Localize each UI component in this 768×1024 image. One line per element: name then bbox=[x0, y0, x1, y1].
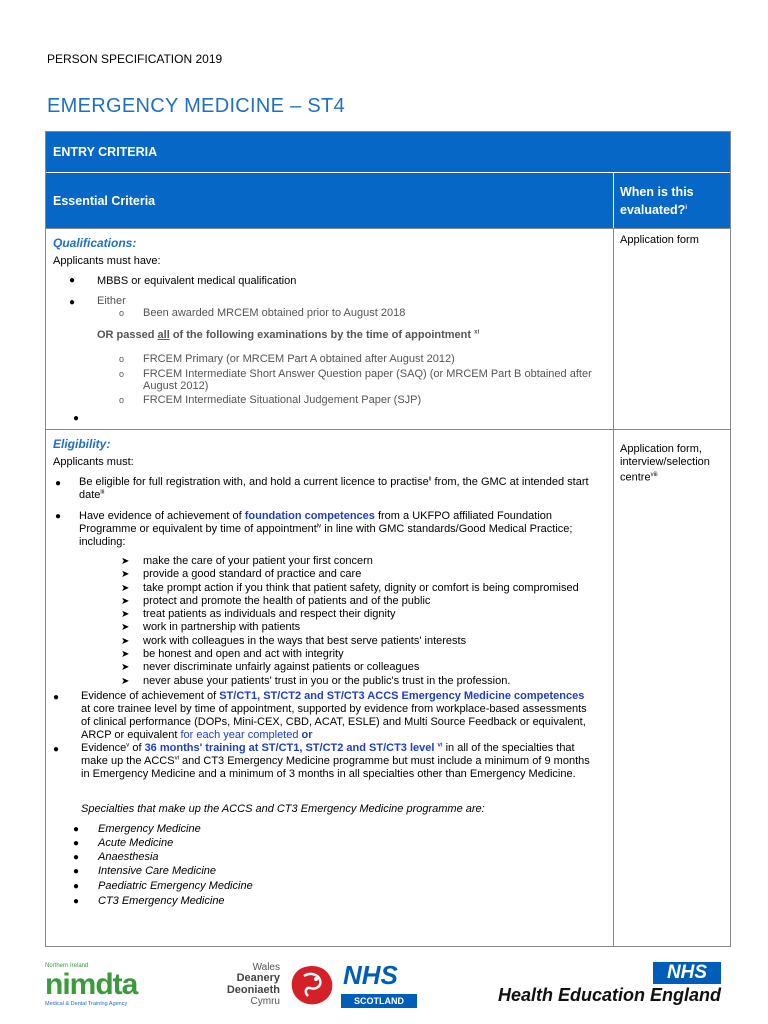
mrcem-option: Been awarded MRCEM obtained prior to August 2018 bbox=[143, 307, 406, 319]
or-text: OR passed bbox=[97, 329, 158, 341]
arcp-blue: for each year completed bbox=[180, 729, 302, 741]
bullet-icon: ● bbox=[53, 744, 60, 755]
or-sup: xi bbox=[474, 329, 480, 336]
bullet-icon: ● bbox=[55, 511, 62, 522]
tm-highlight: 36 months' training at ST/CT1, ST/CT2 and ST/CT3 level bbox=[144, 742, 438, 754]
when-line2: interview/selection bbox=[620, 456, 710, 468]
arrow-bullet-icon: ➤ bbox=[121, 583, 130, 594]
eligibility-criteria bbox=[46, 430, 614, 946]
specialty-item: Paediatric Emergency Medicine bbox=[98, 880, 253, 892]
when-header-line2: evaluated? bbox=[620, 203, 686, 218]
column-headers bbox=[46, 173, 730, 228]
gmp-item: be honest and open and act with integrity bbox=[143, 648, 344, 660]
gmp-item: work with colleagues in the ways that best serve patients' interests bbox=[143, 635, 467, 647]
page-title: EMERGENCY MEDICINE – ST4 bbox=[47, 95, 346, 117]
specialty-item: Intensive Care Medicine bbox=[98, 865, 217, 877]
wales-deanery-logo bbox=[185, 962, 280, 1008]
circle-bullet-icon: o bbox=[119, 395, 125, 405]
bullet-icon: ● bbox=[69, 297, 76, 308]
fc-highlight: foundation competences bbox=[244, 510, 375, 522]
fc-sup: iv bbox=[316, 523, 322, 530]
arrow-bullet-icon: ➤ bbox=[121, 556, 130, 567]
arcp-text: ARCP or equivalent bbox=[81, 729, 181, 741]
registration-requirement-cont bbox=[79, 489, 104, 501]
bullet-icon: ● bbox=[55, 478, 62, 489]
gmp-item: make the care of your patient your first concern bbox=[143, 555, 373, 567]
nimdta-subtext: Medical & Dental Training Agency bbox=[45, 1001, 128, 1007]
fc-text-a: Have evidence of achievement of bbox=[79, 510, 245, 522]
entry-criteria-header: ENTRY CRITERIA bbox=[46, 132, 730, 173]
wales-line2: Deanery bbox=[236, 972, 280, 984]
tm-text-c: in all of the specialties that bbox=[442, 742, 575, 754]
when-line1: Application form, bbox=[620, 443, 702, 455]
gmp-item: never discriminate unfairly against patients or colleagues bbox=[143, 661, 420, 673]
arrow-bullet-icon: ➤ bbox=[121, 636, 130, 647]
bullet-icon: ● bbox=[73, 881, 80, 892]
foundation-including: including: bbox=[79, 536, 126, 548]
gmp-item: protect and promote the health of patients and of the public bbox=[143, 595, 431, 607]
reg-sup1: ii bbox=[428, 476, 432, 483]
footer-logos bbox=[45, 960, 725, 1010]
or-passed-label bbox=[97, 329, 479, 341]
training-months-line2 bbox=[81, 755, 590, 767]
accs-competences bbox=[81, 690, 584, 702]
essential-criteria-header: Essential Criteria bbox=[46, 173, 614, 228]
welsh-dragon-icon bbox=[288, 964, 336, 1008]
gmp-item: provide a good standard of practice and care bbox=[143, 568, 362, 580]
hee-wordmark: Health Education England bbox=[497, 985, 721, 1005]
qualifications-when: Application form bbox=[620, 234, 699, 246]
fc-l2-a: Programme or equivalent by time of appointment bbox=[79, 523, 317, 535]
qualifications-criteria bbox=[46, 229, 614, 429]
qualification-item: MBBS or equivalent medical qualification bbox=[97, 275, 297, 287]
bullet-icon: ● bbox=[73, 896, 80, 907]
gmp-item: take prompt action if you think that patient safety, dignity or comfort is being compromised bbox=[143, 582, 579, 594]
bullet-icon: ● bbox=[69, 275, 76, 286]
registration-requirement bbox=[79, 476, 589, 488]
gmp-item: work in partnership with patients bbox=[143, 621, 301, 633]
when-evaluated-header bbox=[614, 173, 730, 228]
nhs-scotland-wordmark: NHS bbox=[343, 960, 398, 990]
when-sup: viii bbox=[650, 472, 658, 478]
eligibility-when bbox=[614, 430, 730, 946]
bullet-icon: ● bbox=[73, 838, 80, 849]
accs-line4 bbox=[81, 729, 313, 741]
training-months bbox=[81, 742, 575, 754]
arrow-bullet-icon: ➤ bbox=[121, 662, 130, 673]
reg-date: date bbox=[79, 489, 101, 501]
reg-text-b: from, the GMC at intended start bbox=[431, 476, 589, 488]
nhs-scotland-logo bbox=[341, 960, 417, 1010]
eligibility-title: Eligibility: bbox=[53, 437, 111, 451]
tm-sup3: vi bbox=[174, 755, 179, 762]
nimdta-top-text: Northern Ireland bbox=[45, 963, 89, 969]
nimdta-logo bbox=[45, 960, 165, 1010]
accs-line2: at core trainee level by time of appointment, supported by evidence from workplace-based assessments bbox=[81, 703, 587, 715]
accs-text-a: Evidence of achievement of bbox=[81, 690, 220, 702]
accs-line3: of clinical performance (DOPs, Mini-CEX, CBD, ACAT, ESLE) and Multi Source Feedback or equivalent, bbox=[81, 716, 586, 728]
exam-item: FRCEM Primary (or MRCEM Part A obtained after August 2012) bbox=[143, 353, 455, 365]
gmp-item: treat patients as individuals and respect their dignity bbox=[143, 608, 396, 620]
bullet-icon: ● bbox=[73, 866, 80, 877]
gmp-item: never abuse your patients' trust in you or the public's trust in the profession. bbox=[143, 675, 511, 687]
fc-l2-b: in line with GMC standards/Good Medical Practice; bbox=[321, 523, 573, 535]
specialty-item: CT3 Emergency Medicine bbox=[98, 895, 225, 907]
specialty-item: Acute Medicine bbox=[98, 837, 174, 849]
exam-item: FRCEM Intermediate Situational Judgement Paper (SJP) bbox=[143, 394, 422, 406]
tm-l2-b: and CT3 Emergency Medicine programme but must include a minimum of 9 months bbox=[178, 755, 590, 767]
eligibility-row bbox=[46, 429, 730, 946]
criteria-table bbox=[45, 131, 731, 947]
arcp-or: or bbox=[301, 729, 313, 741]
circle-bullet-icon: o bbox=[119, 354, 125, 364]
specialty-item: Emergency Medicine bbox=[98, 823, 201, 835]
tm-l2-a: make up the ACCS bbox=[81, 755, 175, 767]
hee-logo bbox=[425, 960, 725, 1010]
qualifications-title: Qualifications: bbox=[53, 236, 137, 250]
reg-sup2: iii bbox=[100, 489, 105, 496]
exam-item-cont: August 2012) bbox=[143, 380, 209, 392]
tm-of: of bbox=[129, 742, 145, 754]
bullet-icon: ● bbox=[73, 824, 80, 835]
arrow-bullet-icon: ➤ bbox=[121, 596, 130, 607]
when-header-sup: i bbox=[685, 205, 687, 211]
arrow-bullet-icon: ➤ bbox=[121, 622, 130, 633]
tm-text-a: Evidence bbox=[81, 742, 127, 754]
qualifications-intro: Applicants must have: bbox=[53, 255, 161, 267]
when-line3: centre bbox=[620, 471, 651, 484]
reg-text-a: Be eligible for full registration with, and hold a current licence to practise bbox=[79, 476, 429, 488]
bullet-icon: ● bbox=[53, 692, 60, 703]
circle-bullet-icon: o bbox=[119, 369, 125, 379]
tm-sup1: v bbox=[126, 742, 130, 749]
arrow-bullet-icon: ➤ bbox=[121, 676, 130, 687]
training-months-line3: in Emergency Medicine and a minimum of 3 months in all specialties other than Emergency Medicine. bbox=[81, 768, 576, 780]
eligibility-intro: Applicants must: bbox=[53, 456, 134, 468]
wales-line1: Wales bbox=[252, 962, 280, 973]
tm-sup2: vi bbox=[437, 742, 443, 749]
all-text: all bbox=[157, 329, 170, 341]
document-label: PERSON SPECIFICATION 2019 bbox=[47, 52, 223, 66]
when-header-line1: When is this bbox=[620, 185, 694, 199]
wales-line4: Cymru bbox=[250, 996, 280, 1007]
or-post-text: of the following examinations by the time of appointment bbox=[169, 329, 475, 341]
accs-highlight: ST/CT1, ST/CT2 and ST/CT3 ACCS Emergency Medicine competences bbox=[219, 690, 585, 702]
specialties-intro: Specialties that make up the ACCS and CT3 Emergency Medicine programme are: bbox=[81, 803, 485, 815]
nimdta-wordmark: nimdta bbox=[45, 968, 138, 1001]
bullet-icon: ● bbox=[73, 852, 80, 863]
nhs-england-badge: NHS bbox=[653, 962, 721, 984]
exam-item: FRCEM Intermediate Short Answer Question paper (SAQ) (or MRCEM Part B obtained after bbox=[143, 368, 592, 380]
nhs-scotland-sub: SCOTLAND bbox=[341, 994, 417, 1008]
fc-text-b: from a UKFPO affiliated Foundation bbox=[374, 510, 553, 522]
wales-line3: Deoniaeth bbox=[226, 984, 280, 996]
foundation-requirement bbox=[79, 510, 552, 522]
either-label: Either bbox=[97, 295, 126, 307]
qualifications-row bbox=[46, 228, 730, 429]
arrow-bullet-icon: ➤ bbox=[121, 569, 130, 580]
foundation-requirement-cont bbox=[79, 523, 572, 535]
bullet-icon: ● bbox=[73, 413, 80, 424]
arrow-bullet-icon: ➤ bbox=[121, 609, 130, 620]
specialty-item: Anaesthesia bbox=[98, 851, 159, 863]
arrow-bullet-icon: ➤ bbox=[121, 649, 130, 660]
circle-bullet-icon: o bbox=[119, 308, 125, 318]
